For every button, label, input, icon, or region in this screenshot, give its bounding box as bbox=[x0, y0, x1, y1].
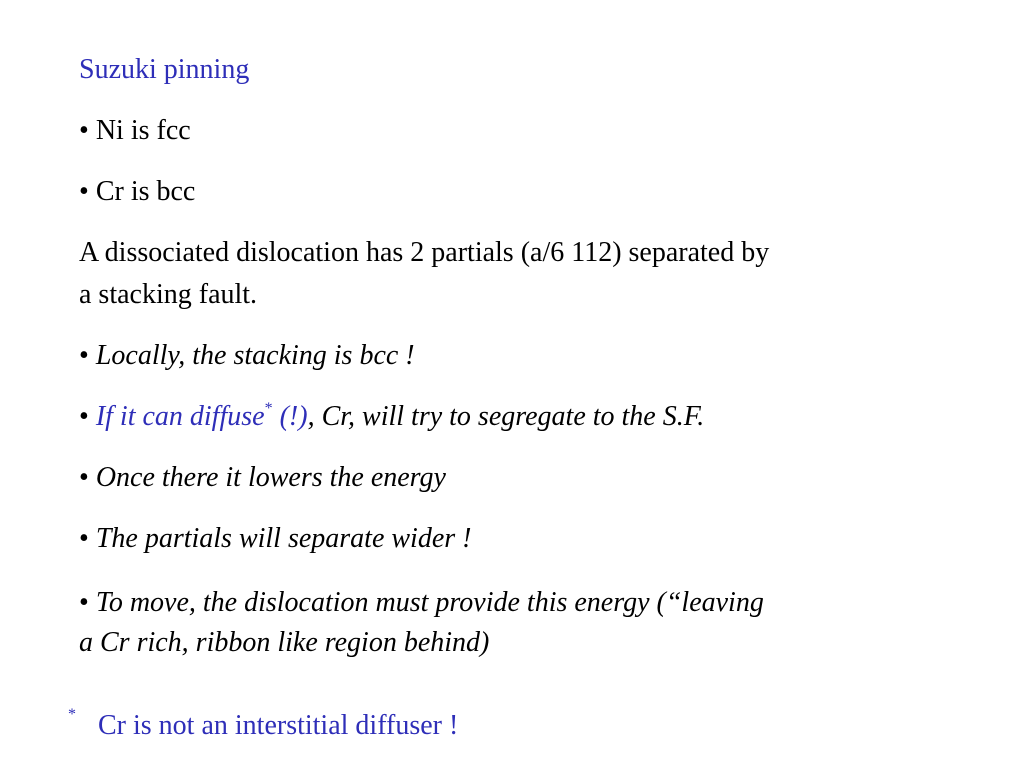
bullet-text: To move, the dislocation must provide this energy (“leaving bbox=[95, 587, 764, 618]
bullet-marker: • bbox=[79, 340, 89, 371]
bullet-text: The partials will separate wider ! bbox=[95, 523, 472, 554]
bullet-text: Locally, the stacking is bcc ! bbox=[95, 340, 415, 371]
bullet-ni-fcc bbox=[79, 110, 191, 152]
bullet-to-move-line2: a Cr rich, ribbon like region behind) bbox=[79, 627, 490, 658]
bullet-lowers-energy bbox=[79, 457, 446, 499]
bullet-marker: • bbox=[79, 462, 89, 493]
bullet-text: Ni is fcc bbox=[95, 115, 191, 146]
paragraph-dissociated-line1: A dissociated dislocation has 2 partials (a/6 112) separated by bbox=[79, 237, 770, 268]
bullet-cr-bcc bbox=[79, 171, 195, 213]
bullet-marker: • bbox=[79, 401, 89, 432]
footnote-marker: * bbox=[68, 706, 76, 723]
bullet-text: Cr is bcc bbox=[95, 176, 196, 207]
bullet-text-exclaim: (!) bbox=[272, 401, 308, 432]
bullet-to-move-line1 bbox=[79, 582, 764, 624]
bullet-text: Once there it lowers the energy bbox=[95, 462, 446, 493]
bullet-marker: • bbox=[79, 587, 89, 618]
slide-title: Suzuki pinning bbox=[79, 54, 250, 85]
footnote-text: Cr is not an interstitial diffuser ! bbox=[98, 710, 459, 741]
bullet-separate-wider bbox=[79, 518, 472, 560]
bullet-text-segregate: , Cr, will try to segregate to the S.F. bbox=[307, 401, 705, 432]
paragraph-dissociated-line2: a stacking fault. bbox=[79, 279, 258, 310]
bullet-if-diffuse bbox=[79, 396, 704, 438]
bullet-marker: • bbox=[79, 176, 89, 207]
bullet-locally-bcc bbox=[79, 335, 415, 377]
bullet-marker: • bbox=[79, 523, 89, 554]
footnote-reference: * bbox=[264, 400, 273, 417]
bullet-marker: • bbox=[79, 115, 89, 146]
bullet-text-diffuse: If it can diffuse bbox=[95, 401, 265, 432]
